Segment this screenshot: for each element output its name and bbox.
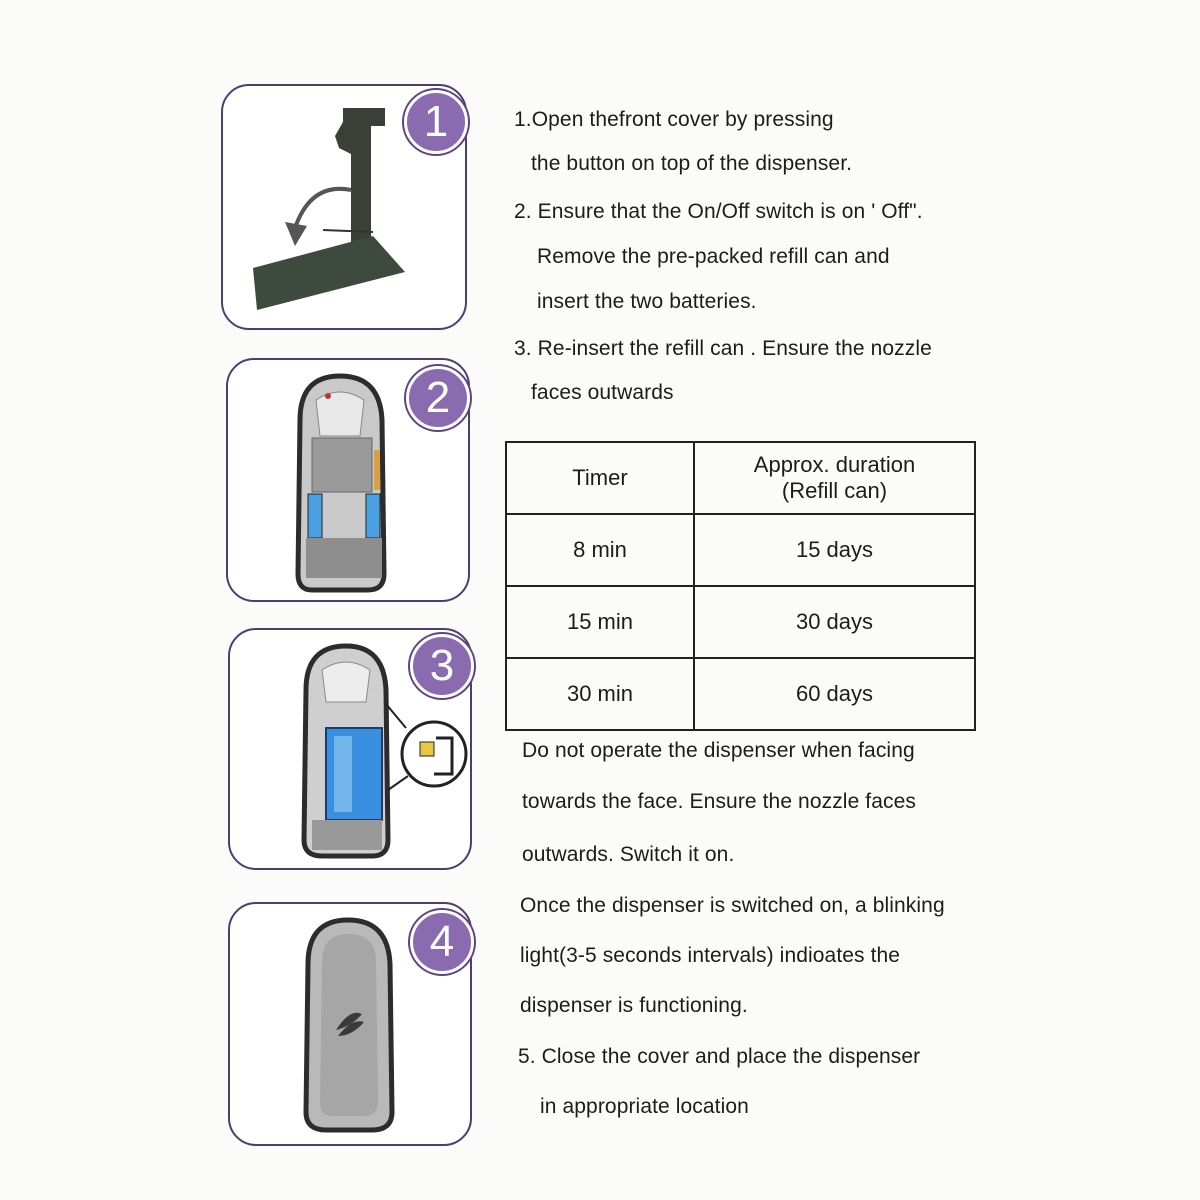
duration-cell: 60 days — [694, 658, 975, 730]
step-2-line-1: 2. Ensure that the On/Off switch is on ' Off". — [514, 200, 923, 223]
curved-arrow-icon — [295, 189, 351, 228]
step-number-badge: 1 — [404, 90, 468, 154]
timer-cell: 30 min — [506, 658, 694, 730]
duration-header: Approx. duration (Refill can) — [694, 442, 975, 514]
duration-cell: 30 days — [694, 586, 975, 658]
step-2-line-2: Remove the pre-packed refill can and — [537, 245, 890, 268]
step-3-panel — [228, 628, 472, 870]
table-header-row — [506, 442, 975, 514]
step-number-badge: 3 — [410, 634, 474, 698]
step-1-line-1: 1.Open thefront cover by pressing — [514, 108, 834, 131]
note-line: dispenser is functioning. — [520, 994, 748, 1017]
step-4-panel — [228, 902, 472, 1146]
step-2-line-3: insert the two batteries. — [537, 290, 757, 313]
note-line: towards the face. Ensure the nozzle faces — [522, 790, 916, 813]
step-1-line-2: the button on top of the dispenser. — [531, 152, 853, 175]
battery-right-icon — [366, 494, 380, 538]
table-row — [506, 586, 975, 658]
note-line: Once the dispenser is switched on, a blinking — [520, 894, 945, 917]
step-1-panel — [221, 84, 467, 330]
step-3-line-1: 3. Re-insert the refill can . Ensure the nozzle — [514, 337, 932, 360]
step-5-line-1: 5. Close the cover and place the dispenser — [518, 1045, 921, 1068]
note-line: light(3-5 seconds intervals) indioates the — [520, 944, 901, 967]
note-line: outwards. Switch it on. — [522, 843, 735, 866]
table-row — [506, 514, 975, 586]
step-3-line-2: faces outwards — [531, 381, 674, 404]
timer-cell: 15 min — [506, 586, 694, 658]
step-number-badge: 2 — [406, 366, 470, 430]
step-5-line-2: in appropriate location — [540, 1095, 749, 1118]
timer-duration-table — [505, 441, 976, 731]
table-row — [506, 658, 975, 730]
step-2-panel — [226, 358, 470, 602]
open-cover-panel — [253, 236, 405, 310]
timer-header: Timer — [506, 442, 694, 514]
note-line: Do not operate the dispenser when facing — [522, 739, 915, 762]
battery-left-icon — [308, 494, 322, 538]
timer-cell: 8 min — [506, 514, 694, 586]
duration-cell: 15 days — [694, 514, 975, 586]
step-number-badge: 4 — [410, 910, 474, 974]
